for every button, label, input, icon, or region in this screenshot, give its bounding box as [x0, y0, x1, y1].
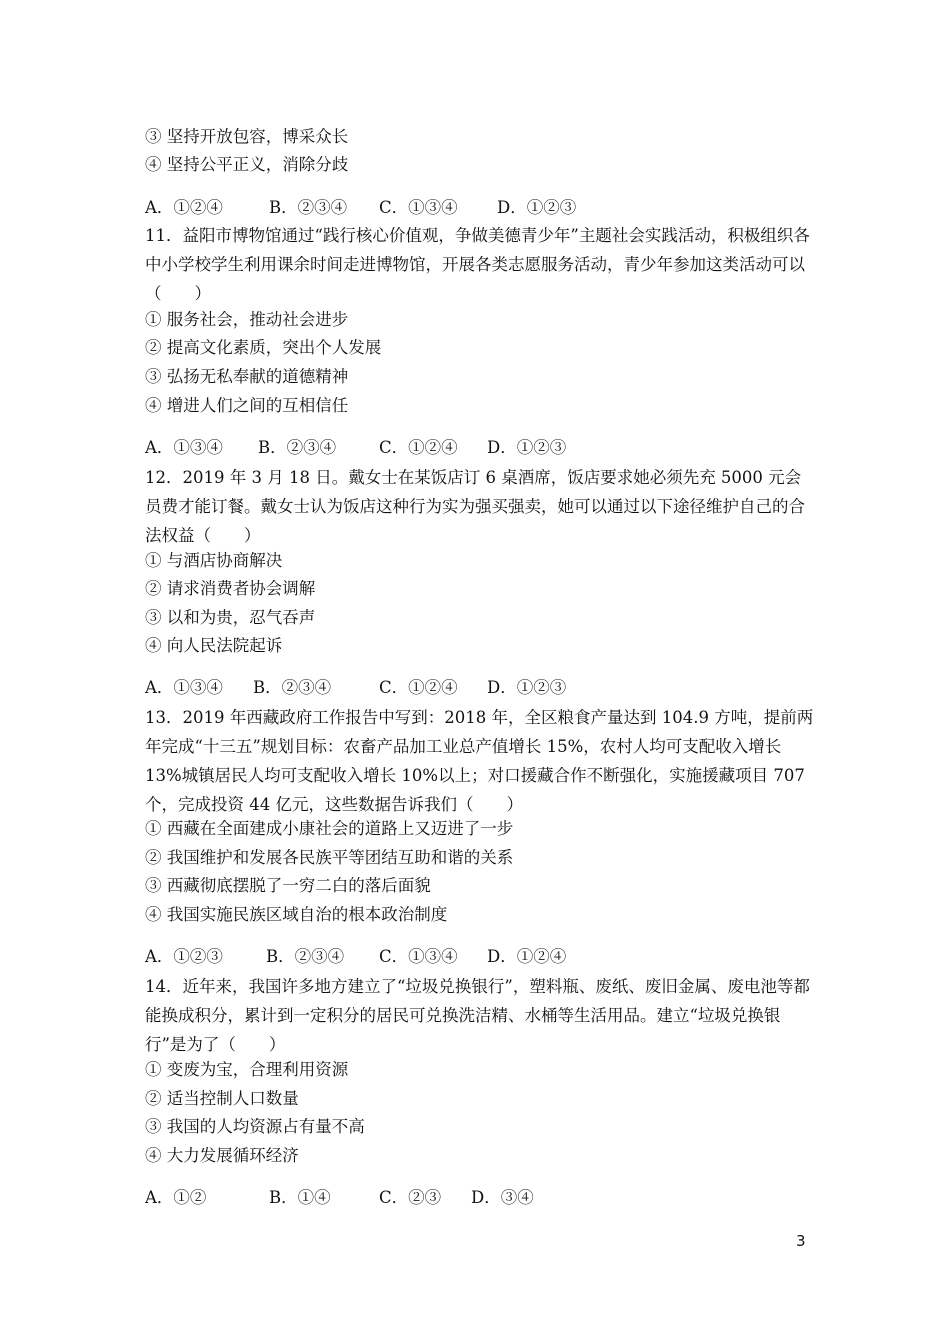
q14-item-2: ② 适当控制人口数量	[145, 1089, 299, 1108]
q12-choices	[145, 678, 566, 698]
q12-stem: 12．2019 年 3 月 18 日。戴女士在某饭店订 6 桌酒席，饭店要求她必须先充 5000 元会员费才能订餐。戴女士认为饭店这种行为实为强买强卖，她可以通过以下途径维护自己的合法权益（ ）	[145, 468, 805, 545]
q11-item-1: ① 服务社会，推动社会进步	[145, 310, 349, 329]
q13-item-4: ④ 我国实施民族区域自治的根本政治制度	[145, 905, 448, 924]
q12-item-2: ② 请求消费者协会调解	[145, 579, 316, 598]
q13-item-3: ③ 西藏彻底摆脱了一穷二白的落后面貌	[145, 876, 431, 895]
q11-stem: 11．益阳市博物馆通过“践行核心价值观，争做美德青少年”主题社会实践活动，积极组织各中小学校学生利用课余时间走进博物馆，开展各类志愿服务活动，青少年参加这类活动可以（ ）	[145, 226, 810, 303]
q14-choices	[145, 1188, 534, 1208]
q12-choice-b: B．②③④	[253, 678, 332, 697]
q10-item-4: ④ 坚持公平正义，消除分歧	[145, 155, 349, 174]
q13-choices	[145, 947, 566, 967]
q14-choice-d: D．③④	[471, 1188, 534, 1207]
q12-choice-a: A．①③④	[145, 678, 223, 697]
q12-item-4: ④ 向人民法院起诉	[145, 636, 283, 655]
q14-item-4: ④ 大力发展循环经济	[145, 1146, 299, 1165]
q10-item-3: ③ 坚持开放包容，博采众长	[145, 127, 349, 146]
q11-item-4: ④ 增进人们之间的互相信任	[145, 396, 349, 415]
q10-choice-c: C．①③④	[379, 198, 458, 217]
q14-stem: 14．近年来，我国许多地方建立了“垃圾兑换银行”，塑料瓶、废纸、废旧金属、废电池等都能换成积分，累计到一定积分的居民可兑换洗洁精、水桶等生活用品。建立“垃圾兑换银行”是为了（ ）	[145, 977, 810, 1054]
q12-choice-c: C．①②④	[379, 678, 458, 697]
q11-item-3: ③ 弘扬无私奉献的道德精神	[145, 367, 349, 386]
q13-choice-d: D．①②④	[487, 947, 567, 966]
q13-choice-b: B．②③④	[266, 947, 345, 966]
q12-item-1: ① 与酒店协商解决	[145, 551, 283, 570]
q13-item-2: ② 我国维护和发展各民族平等团结互助和谐的关系	[145, 848, 514, 867]
q10-choice-a: A．①②④	[145, 198, 223, 217]
q11-choice-b: B．②③④	[258, 438, 337, 457]
q14-choice-c: C．②③	[379, 1188, 442, 1207]
q14-item-3: ③ 我国的人均资源占有量不高	[145, 1117, 365, 1136]
page-number: 3	[796, 1232, 806, 1250]
q10-choices	[145, 198, 576, 218]
q14-choice-b: B．①④	[269, 1188, 331, 1207]
q13-stem: 13．2019 年西藏政府工作报告中写到：2018 年，全区粮食产量达到 104.9 方吨，提前两年完成“十三五”规划目标：农畜产品加工业总产值增长 15%，农村人均可支配收入增长 13%城镇居民人均可支配收入增长 10%以上；对口援藏合作不断强化，实施援藏项目 707 个，完成投资 44 亿元，这些数据告诉我们（ ）	[145, 708, 814, 814]
q10-choice-b: B．②③④	[269, 198, 348, 217]
q11-choices	[145, 438, 566, 458]
q11-choice-a: A．①③④	[145, 438, 223, 457]
q10-choice-d: D．①②③	[497, 198, 577, 217]
q14-choice-a: A．①②	[145, 1188, 207, 1207]
q11-choice-c: C．①②④	[379, 438, 458, 457]
q13-choice-c: C．①③④	[379, 947, 458, 966]
q12-choice-d: D．①②③	[487, 678, 567, 697]
q13-item-1: ① 西藏在全面建成小康社会的道路上又迈进了一步	[145, 819, 514, 838]
q11-item-2: ② 提高文化素质，突出个人发展	[145, 338, 382, 357]
q13-choice-a: A．①②③	[145, 947, 223, 966]
q11-choice-d: D．①②③	[487, 438, 567, 457]
q14-item-1: ① 变废为宝，合理利用资源	[145, 1060, 349, 1079]
q12-item-3: ③ 以和为贵，忍气吞声	[145, 608, 316, 627]
